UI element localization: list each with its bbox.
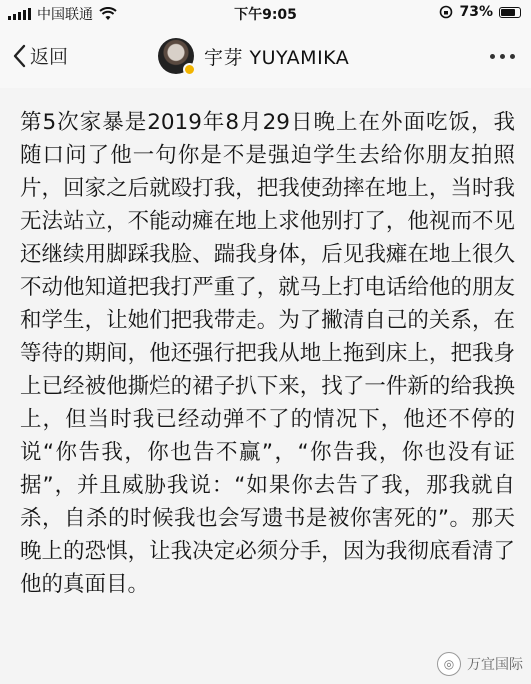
more-icon[interactable] — [490, 54, 515, 59]
avatar[interactable] — [158, 38, 194, 74]
verified-badge-icon — [183, 63, 196, 76]
battery-icon — [499, 7, 521, 18]
back-label: 返回 — [30, 46, 69, 68]
watermark — [437, 652, 523, 676]
account-header[interactable] — [158, 38, 349, 74]
wechat-watermark-icon: ◎ — [437, 652, 461, 676]
status-right — [439, 4, 521, 20]
post-body: 第5次家暴是2019年8月29日晚上在外面吃饭，我随口问了他一句你是不是强迫学生去给你朋友拍照片，回家之后就殴打我，把我使劲摔在地上，当时我无法站立，不能动瘫在地上求他别打了，他视而不见还继续用脚踩我脸、踹我身体，后见我瘫在地上很久不动他知道把我打严重了，就马上打电话给他的朋友和学生，让她们把我带走。为了撇清自己的关系，在等待的期间，他还强行把我从地上拖到床上，把我身上已经被他撕烂的裙子扒下来，找了一件新的给我换上，但当时我已经动弹不了的情况下，他还不停的说“你告我，你也告不赢”，“你告我，你也没有证据”，并且威胁我说：“如果你去告了我，那我就自杀，自杀的时候我也会写遗书是被你害死的”。那天晚上的恐惧，让我决定必须分手，因为我彻底看清了他的真面目。 — [20, 110, 515, 597]
post-content — [0, 88, 531, 684]
carrier-label: 中国联通 — [37, 7, 93, 23]
status-bar — [0, 0, 531, 26]
lock-rotation-icon — [439, 5, 453, 19]
back-chevron-icon — [12, 44, 26, 68]
status-time: 下午9:05 — [234, 7, 297, 23]
watermark-text: 万宜国际 — [467, 657, 523, 673]
nav-bar — [0, 26, 531, 89]
back-button[interactable] — [12, 42, 68, 69]
account-name: 宇芽 YUYAMIKA — [204, 46, 350, 69]
battery-percent: 73% — [459, 4, 493, 20]
